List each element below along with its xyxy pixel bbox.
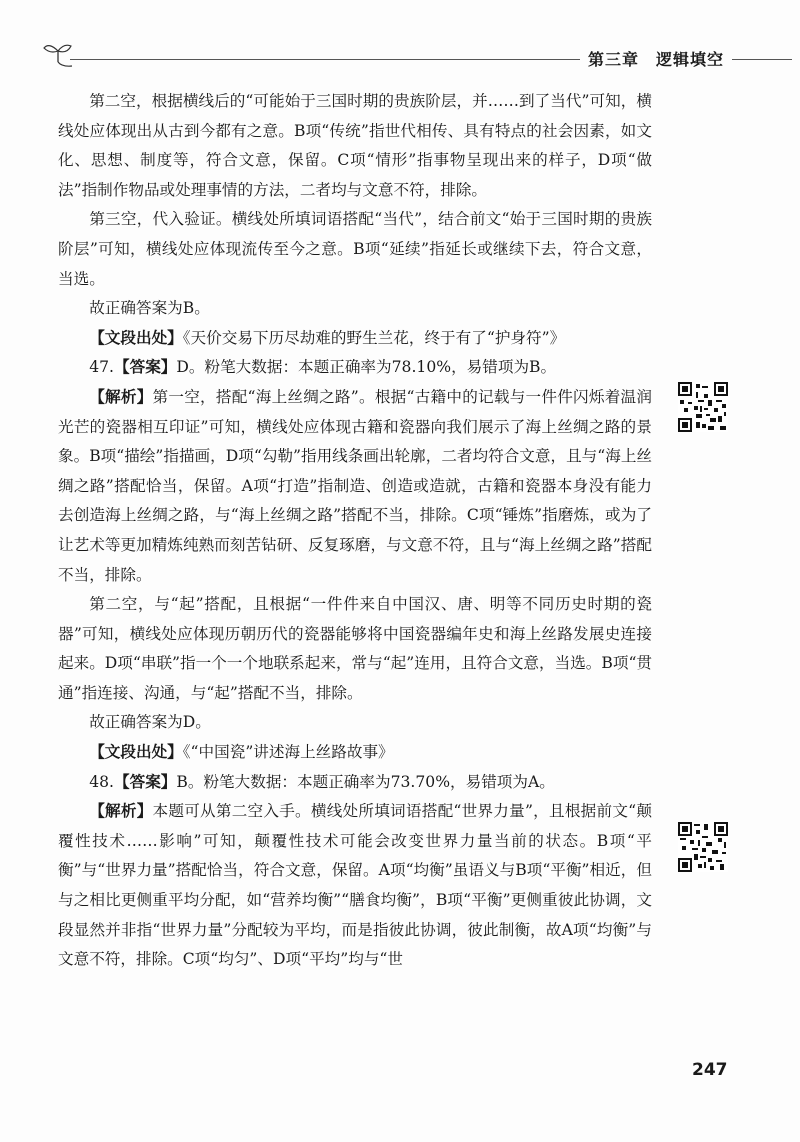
paragraph: 第二空，与“起”搭配，且根据“一件件来自中国汉、唐、明等不同历史时期的瓷器”可知，横线处应体现历朝历代的瓷器能够将中国瓷器编年史和海上丝路发展史连接起来。D项“串联”指一个一个地联系起来，常与“起”连用，且符合文意，当选。B项“贯通”指连接、沟通，与“起”搭配不当，排除。 (58, 595, 653, 702)
qr-code-icon[interactable] (678, 822, 728, 872)
paragraph: 第二空，根据横线后的“可能始于三国时期的贵族阶层，并……到了当代”可知，横线处应体现出从古到今都有之意。B项“传统”指世代相传、具有特点的社会因素，如文化、思想、制度等，符合文意，保留。C项“情形”指事物呈现出来的样子，D项“做法”指制作物品或处理事情的方法，二者均与文意不符，排除。 (58, 92, 652, 199)
paragraph: 第三空，代入验证。横线处所填词语搭配“当代”，结合前文“始于三国时期的贵族阶层”可知，横线处应体现流传至今之意。B项“延续”指延长或继续下去，符合文意，当选。 (58, 210, 652, 288)
chapter-title: 第三章 逻辑填空 (580, 47, 732, 70)
body-text (58, 87, 652, 975)
answer-conclusion: 故正确答案为D。 (89, 713, 211, 732)
answer-47: 47.【答案】D。粉笔大数据：本题正确率为78.10%，易错项为B。 (89, 358, 557, 377)
page-number: 247 (692, 1060, 728, 1080)
answer-48: 48.【答案】B。粉笔大数据：本题正确率为73.70%，易错项为A。 (89, 772, 555, 791)
analysis-48: 【解析】本题可从第二空入手。横线处所填词语搭配“世界力量”，且根据前文“颠覆性技术……影响”可知，颠覆性技术可能会改变世界力量当前的状态。B项“平衡”与“世界力量”搭配恰当，符合文意，保留。A项“均衡”虽语义与B项“平衡”相近，但与之相比更侧重平均分配，如“营养均衡”“膳食均衡”，B项“平衡”更侧重彼此协调，文段显然并非指“世界力量”分配较为平均，而是指彼此协调，彼此制衡，故A项“均衡”与文意不符，排除。C项“均匀”、D项“平均”均与“世 (58, 802, 652, 969)
sprout-icon (42, 40, 76, 68)
page-header (42, 36, 792, 76)
source-citation: 【文段出处】《天价交易下历尽劫难的野生兰花，终于有了“护身符”》 (89, 328, 566, 347)
source-citation: 【文段出处】《“中国瓷”讲述海上丝路故事》 (89, 743, 394, 762)
qr-code-icon[interactable] (678, 382, 728, 432)
answer-conclusion: 故正确答案为B。 (89, 299, 210, 318)
analysis-47: 【解析】第一空，搭配“海上丝绸之路”。根据“古籍中的记载与一件件闪烁着温润光芒的瓷器相互印证”可知，横线处应体现古籍和瓷器向我们展示了海上丝绸之路的景象。B项“描绘”指描画，D项“勾勒”指用线条画出轮廓，二者均符合文意，且与“海上丝绸之路”搭配恰当，保留。A项“打造”指制造、创造或造就，古籍和瓷器本身没有能力去创造海上丝绸之路，与“海上丝绸之路”搭配不当，排除。C项“锤炼”指磨炼，或为了让艺术等更加精炼纯熟而刻苦钻研、反复琢磨，与文意不符，且与“海上丝绸之路”搭配不当，排除。 (58, 387, 653, 584)
